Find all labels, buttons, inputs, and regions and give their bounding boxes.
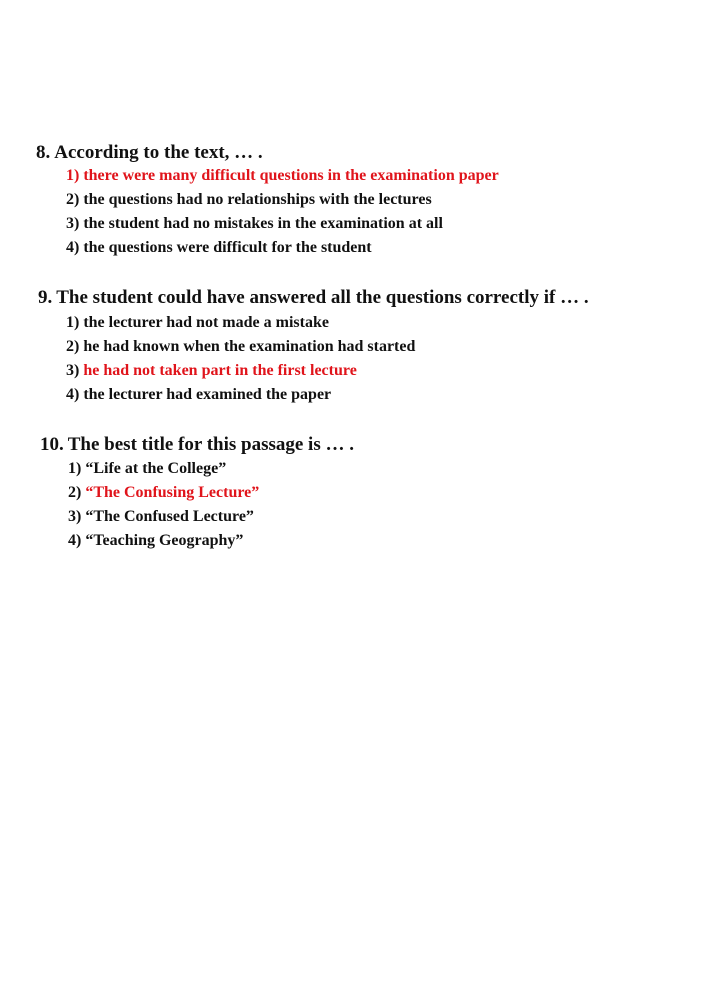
question-number: 10. <box>40 434 64 455</box>
option-4 <box>66 385 331 405</box>
option-number: 4) <box>66 239 80 256</box>
option-number: 1) <box>66 314 80 331</box>
option-4 <box>66 238 372 258</box>
option-text: Teaching Geography <box>93 532 236 549</box>
question-text: According to the text, … . <box>54 142 263 163</box>
option-text: The Confused Lecture <box>93 508 246 525</box>
option-number: 3) <box>68 508 82 525</box>
question-number: 9. <box>38 287 53 308</box>
option-text: the student had no mistakes in the examination at all <box>83 215 443 232</box>
option-3 <box>68 507 254 527</box>
question-text: The best title for this passage is … . <box>67 434 354 455</box>
open-quote: “ <box>85 484 94 501</box>
option-number: 1) <box>66 167 80 184</box>
close-quote: ” <box>235 532 244 549</box>
option-text: there were many difficult questions in the examination paper <box>83 167 499 184</box>
question-number: 8. <box>36 142 51 163</box>
open-quote: “ <box>85 532 94 549</box>
option-text: he had not taken part in the first lecture <box>83 362 357 379</box>
close-quote: ” <box>218 460 227 477</box>
question-stem <box>38 287 589 309</box>
option-2-correct-answer <box>68 483 259 503</box>
open-quote: “ <box>85 508 94 525</box>
option-number: 4) <box>66 386 80 403</box>
close-quote: ” <box>251 484 260 501</box>
option-3-correct-answer <box>66 361 357 381</box>
option-text: he had known when the examination had started <box>83 338 416 355</box>
close-quote: ” <box>245 508 254 525</box>
question-stem <box>36 142 263 164</box>
option-text: the lecturer had not made a mistake <box>83 314 329 331</box>
option-1-correct-answer <box>66 166 499 186</box>
option-1 <box>66 313 329 333</box>
option-text: The Confusing Lecture <box>93 484 252 501</box>
option-2 <box>66 190 432 210</box>
question-text: The student could have answered all the questions correctly if … . <box>56 287 589 308</box>
option-text: the questions had no relationships with the lectures <box>83 191 432 208</box>
option-number: 2) <box>66 338 80 355</box>
open-quote: “ <box>85 460 94 477</box>
question-stem <box>40 434 354 456</box>
option-4 <box>68 531 243 551</box>
option-1 <box>68 459 226 479</box>
option-number: 1) <box>68 460 82 477</box>
option-number: 2) <box>68 484 82 501</box>
option-text: the lecturer had examined the paper <box>83 386 332 403</box>
option-number: 4) <box>68 532 82 549</box>
option-3 <box>66 214 443 234</box>
option-2 <box>66 337 415 357</box>
option-text: the questions were difficult for the student <box>83 239 372 256</box>
option-number: 3) <box>66 362 80 379</box>
option-number: 2) <box>66 191 80 208</box>
option-text: Life at the College <box>93 460 219 477</box>
option-number: 3) <box>66 215 80 232</box>
